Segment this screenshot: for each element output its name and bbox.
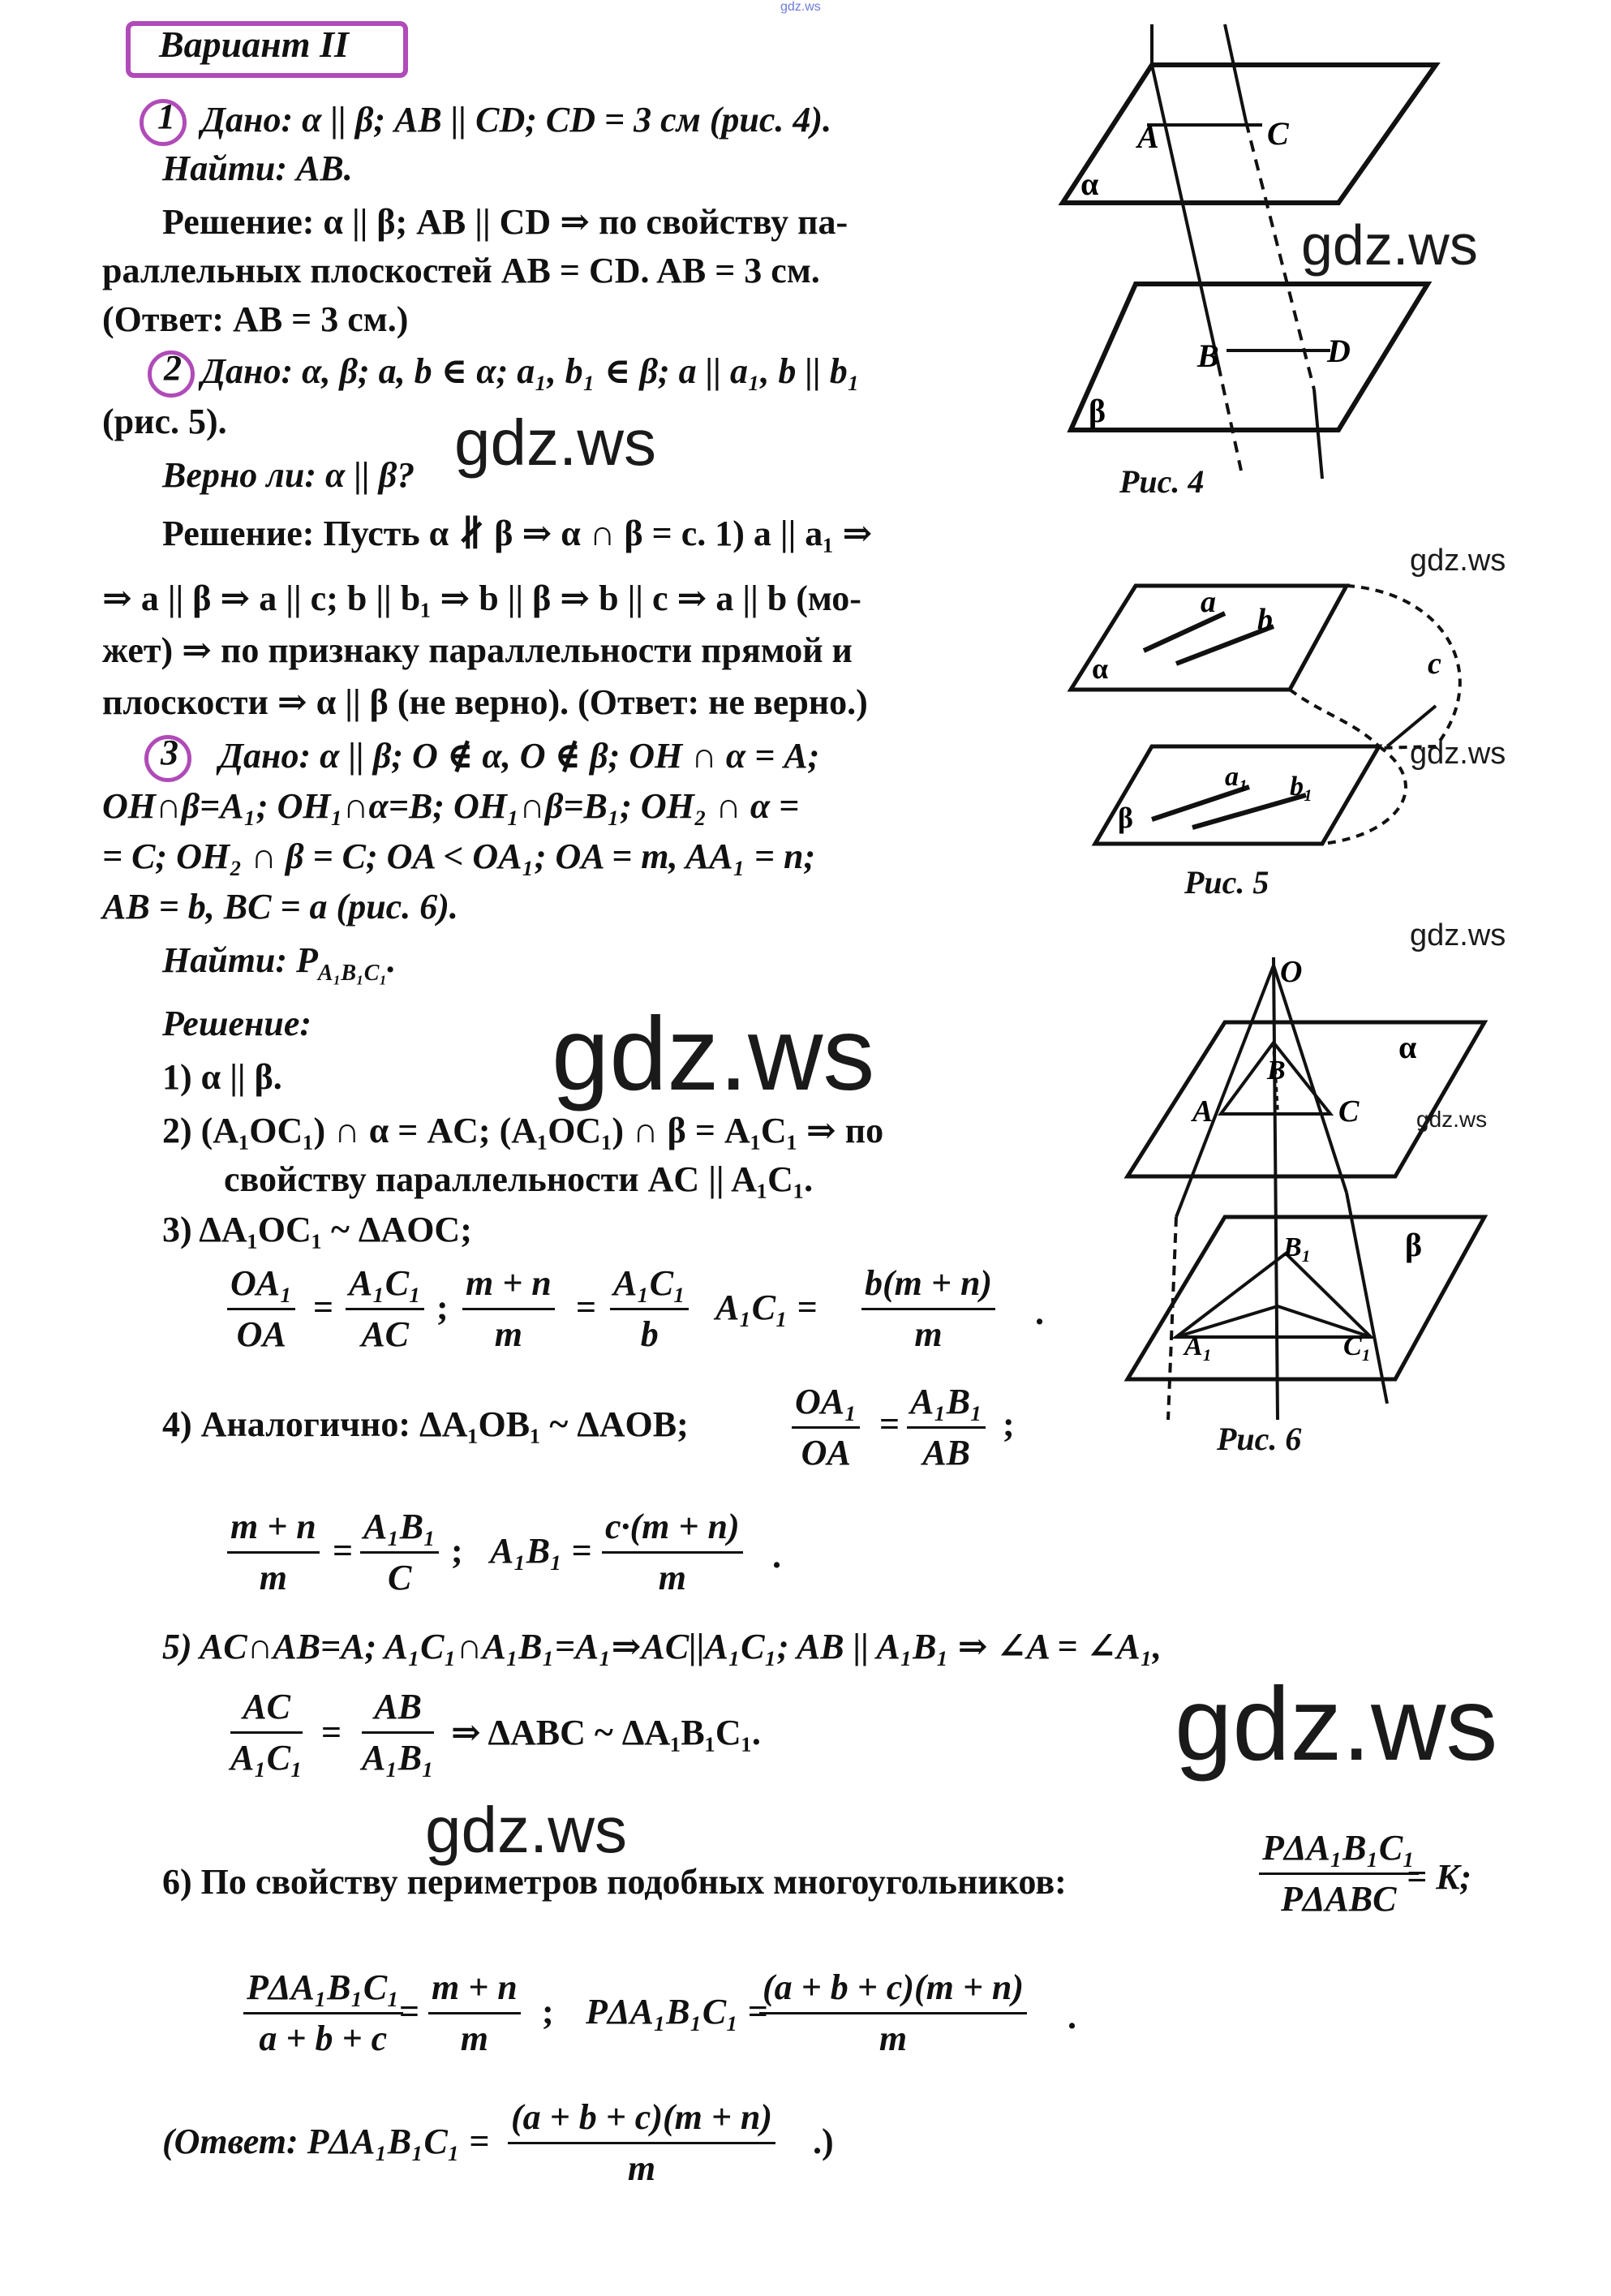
- frac-5-2: $\frac{AB}{\text{A₁B₁}}$: [362, 1683, 434, 1782]
- problem-2-given-2: (рис. 5).: [102, 402, 227, 441]
- figure-5: [1055, 560, 1509, 868]
- step-1: 1) α || β.: [162, 1057, 282, 1097]
- problem-2-solution-1: Решение: Пусть α ∦ β ⇒ α ∩ β = c. 1) a || a₁ ⇒: [162, 514, 873, 553]
- final-answer-fraction: $\frac{(a + b + c)(m + n)}{m}$: [508, 2093, 775, 2193]
- watermark-8: gdz.ws: [1175, 1666, 1498, 1782]
- figure-6: [1111, 949, 1493, 1436]
- fig5-label-c: c: [1428, 647, 1441, 681]
- fig6-label-alpha: α: [1398, 1029, 1417, 1065]
- frac-3-2: $\frac{\text{A₁C₁}}{AC}$: [346, 1259, 424, 1359]
- frac-3-4: $\frac{\text{A₁C₁}}{b}$: [610, 1259, 689, 1359]
- step-5: 5) AC∩AB=A; A₁C₁∩A₁B₁=A₁⇒AC||A₁C₁; AB || A₁B₁ ⇒ ∠A = ∠A₁,: [162, 1627, 1162, 1666]
- step-2a: 2) (A₁OC₁) ∩ α = AC; (A₁OC₁) ∩ β = A₁C₁ ⇒ по: [162, 1111, 884, 1150]
- frac-3-mid: A₁C₁ =: [715, 1288, 818, 1327]
- frac-3-1: $\frac{\text{OA₁}}{OA}$: [227, 1259, 295, 1359]
- problem-3-given-2: OH∩β=A₁; OH₁∩α=B; OH₁∩β=B₁; OH₂ ∩ α =: [102, 786, 800, 826]
- problem-2-solution-2: ⇒ a || β ⇒ a || c; b || b₁ ⇒ b || β ⇒ b || c ⇒ a || b (мо-: [102, 578, 861, 618]
- frac-3-3: $\frac{m + n}{m}$: [462, 1259, 555, 1359]
- fig5-caption: Рис. 5: [1184, 864, 1269, 901]
- fig6-label-O: O: [1280, 955, 1303, 989]
- problem-3-find: Найти: $P_{A_1B_1C_1}$.: [162, 940, 397, 986]
- watermark-6: gdz.ws: [552, 996, 875, 1112]
- watermark-4: gdz.ws: [1410, 737, 1506, 771]
- step-6b: = K;: [1407, 1857, 1472, 1897]
- frac-7-3: $\frac{(a + b + c)(m + n)}{m}$: [759, 1963, 1027, 2063]
- top-watermark: gdz.ws: [780, 0, 821, 14]
- fig5-label-b1: b₁: [1290, 772, 1313, 802]
- problem-1-solution-1: Решение: α || β; AB || CD ⇒ по свойству па-: [162, 202, 848, 242]
- fig6-label-beta: β: [1405, 1227, 1423, 1263]
- step-4: 4) Аналогично: ΔA₁OB₁ ~ ΔAOB;: [162, 1404, 689, 1444]
- problem-1-solution-2: раллельных плоскостей AB = CD. AB = 3 см.: [102, 251, 820, 290]
- fig4-caption: Рис. 4: [1119, 463, 1205, 500]
- fig6-label-B1: B₁: [1283, 1232, 1312, 1262]
- fig5-label-a: a: [1201, 585, 1216, 619]
- watermark-7: gdz.ws: [1416, 1107, 1488, 1132]
- problem-1-given: Дано: α || β; AB || CD; CD = 3 см (рис. 4).: [201, 100, 832, 140]
- fig6-caption: Рис. 6: [1217, 1421, 1302, 1457]
- fig5-label-alpha: α: [1092, 652, 1109, 685]
- fig6-label-C: C: [1338, 1094, 1360, 1129]
- fig4-label-D: D: [1327, 333, 1351, 369]
- fig5-label-beta: β: [1118, 802, 1133, 834]
- step-2b: свойству параллельности AC || A₁C₁.: [224, 1159, 814, 1199]
- fig4-label-C: C: [1267, 115, 1289, 152]
- frac-4-4: $\frac{\text{A₁B₁}}{C}$: [360, 1503, 439, 1602]
- problem-1-find: Найти: AB.: [162, 148, 353, 188]
- problem-3-given-4: AB = b, BC = a (рис. 6).: [102, 887, 458, 927]
- final-answer-label: (Ответ: PΔA₁B₁C₁ =: [162, 2122, 490, 2161]
- step-6: 6) По свойству периметров подобных многоугольников:: [162, 1862, 1067, 1902]
- final-answer-close: .): [813, 2122, 834, 2161]
- problem-2-given-1: Дано: α, β; a, b ∈ α; a₁, b₁ ∈ β; a || a₁, b || b₁: [201, 351, 861, 391]
- frac-4-3: $\frac{m + n}{m}$: [227, 1503, 320, 1602]
- fig5-label-b: b: [1257, 603, 1273, 637]
- problem-3-given-3: = C; OH₂ ∩ β = C; OA < OA₁; OA = m, AA₁ = n;: [102, 836, 816, 876]
- problem-3-given-1: Дано: α || β; O ∉ α, O ∉ β; OH ∩ α = A;: [219, 736, 820, 776]
- fig4-label-beta: β: [1089, 393, 1106, 429]
- frac-5-1: $\frac{AC}{\text{A₁C₁}}$: [230, 1683, 303, 1782]
- fig5-label-a1: a₁: [1225, 762, 1248, 792]
- fig4-label-B: B: [1197, 338, 1219, 374]
- problem-1-number: 1: [157, 97, 175, 136]
- fig4-label-A: A: [1137, 118, 1159, 155]
- problem-2-question: Верно ли: α || β?: [162, 455, 415, 495]
- fig4-label-alpha: α: [1080, 166, 1099, 202]
- problem-2-solution-4: плоскости ⇒ α || β (не верно). (Ответ: не верно.): [102, 682, 868, 722]
- problem-1-answer: (Ответ: AB = 3 см.): [102, 299, 409, 339]
- frac-4-mid: A₁B₁ =: [490, 1531, 592, 1571]
- fig6-label-C1: C₁: [1343, 1331, 1372, 1361]
- problem-2-solution-3: жет) ⇒ по признаку параллельности прямой и: [102, 630, 853, 670]
- watermark-2: gdz.ws: [454, 406, 656, 479]
- watermark-5: gdz.ws: [1410, 918, 1506, 952]
- fig6-label-B: B: [1267, 1056, 1286, 1086]
- frac-4-5: $\frac{c\cdot(m + n)}{m}$: [602, 1503, 743, 1602]
- step-5b: ⇒ ΔABC ~ ΔA₁B₁C₁.: [451, 1713, 761, 1752]
- frac-7-1: PΔA₁B₁C₁ a + b + c: [243, 1963, 403, 2063]
- frac-3-5: $\frac{b(m + n)}{m}$: [861, 1259, 995, 1359]
- watermark-3: gdz.ws: [1410, 544, 1506, 578]
- fig6-label-A: A: [1192, 1094, 1214, 1129]
- frac-4-1: $\frac{\text{OA₁}}{OA}$: [792, 1378, 860, 1477]
- problem-3-solution-heading: Решение:: [162, 1004, 312, 1043]
- problem-3-number: 3: [161, 733, 178, 772]
- frac-6-1: PΔA₁B₁C₁ PΔABC: [1259, 1824, 1419, 1924]
- watermark-9: gdz.ws: [425, 1794, 627, 1866]
- problem-2-number: 2: [164, 348, 182, 388]
- fig6-label-A1: A₁: [1184, 1331, 1213, 1361]
- frac-7-2: $\frac{m + n}{m}$: [428, 1963, 521, 2063]
- page-title: Вариант II: [159, 24, 349, 65]
- frac-4-2: $\frac{\text{A₁B₁}}{AB}$: [907, 1378, 986, 1477]
- frac-7-mid: PΔA₁B₁C₁ =: [586, 1992, 768, 2032]
- watermark-1: gdz.ws: [1301, 213, 1478, 277]
- step-3: 3) ΔA₁OC₁ ~ ΔAOC;: [162, 1210, 472, 1249]
